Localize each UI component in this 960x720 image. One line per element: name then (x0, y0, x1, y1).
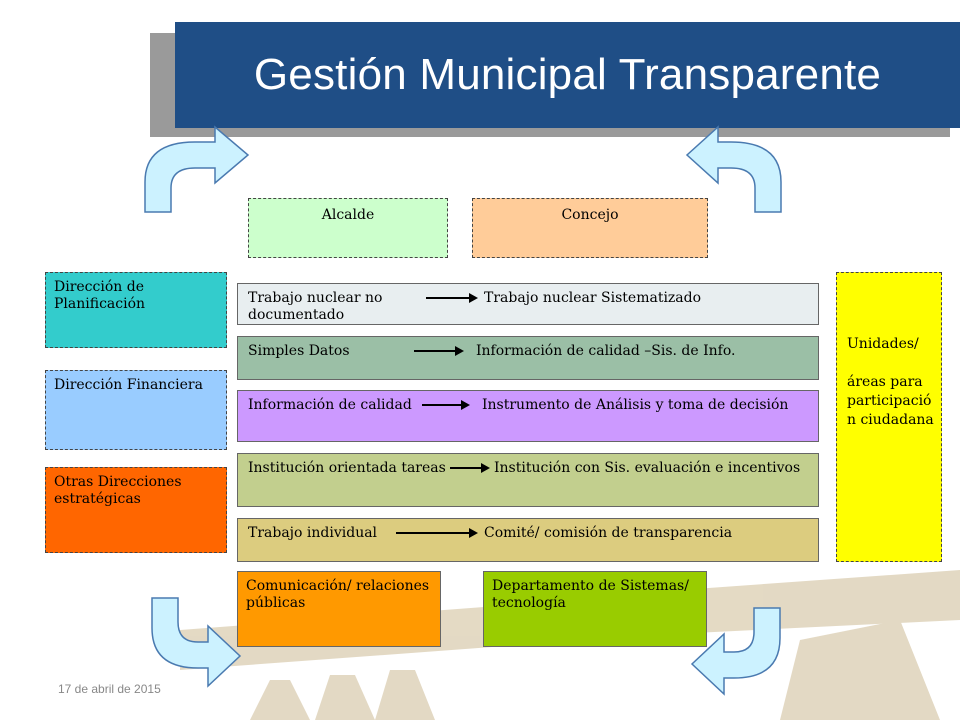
transition-arrow-2 (414, 350, 462, 352)
comunicacion-box (237, 571, 441, 647)
unidades-label-line1: Unidades/ (847, 336, 919, 352)
transition-arrow-1 (426, 297, 476, 299)
transition-from-1: Trabajo nuclear no documentado (248, 290, 383, 323)
transition-arrow-3 (422, 404, 468, 406)
transition-arrow-5 (396, 532, 476, 534)
transition-from-2: Simples Datos (248, 343, 350, 359)
departamento-sistemas-label: Departamento de Sistemas/ tecnología (492, 578, 689, 611)
concejo-label: Concejo (561, 207, 619, 223)
transition-from-4: Institución orientada tareas (248, 460, 446, 476)
direccion-planificacion-box (45, 272, 227, 348)
transition-row-2 (237, 336, 819, 380)
transition-arrow-4 (450, 467, 488, 469)
transition-to-4: Institución con Sis. evaluación e incentivos (494, 460, 801, 476)
transition-from-5: Trabajo individual (248, 525, 378, 541)
uturn-arrow-top-left (140, 122, 252, 214)
otras-direcciones-label: Otras Direcciones estratégicas (54, 474, 182, 507)
transition-row-1 (237, 283, 819, 325)
comunicacion-label: Comunicación/ relaciones públicas (246, 578, 430, 611)
unidades-participacion-box (836, 272, 942, 562)
transition-to-5: Comité/ comisión de transparencia (484, 525, 733, 541)
direccion-planificacion-label: Dirección de Planificación (54, 279, 146, 312)
transition-row-5 (237, 518, 819, 562)
transition-to-2: Información de calidad –Sis. de Info. (476, 343, 736, 359)
transition-to-1: Trabajo nuclear Sistematizado (484, 290, 702, 306)
otras-direcciones-box (45, 467, 227, 553)
concejo-box (472, 198, 708, 258)
direccion-financiera-label: Dirección Financiera (54, 377, 203, 393)
transition-to-3: Instrumento de Análisis y toma de decisión (482, 397, 789, 413)
direccion-financiera-box (45, 370, 227, 450)
alcalde-box (248, 198, 448, 258)
title-banner (175, 22, 960, 128)
transition-row-4 (237, 453, 819, 507)
transition-from-3: Información de calidad (248, 397, 412, 413)
page-title: Gestión Municipal Transparente (253, 50, 882, 99)
transition-row-3 (237, 390, 819, 442)
unidades-label-line2: áreas para participació n ciudadana (847, 374, 934, 428)
alcalde-label: Alcalde (321, 207, 375, 223)
footer-date: 17 de abril de 2015 (58, 682, 161, 696)
uturn-arrow-bottom-left (148, 596, 243, 692)
departamento-sistemas-box (483, 571, 707, 647)
